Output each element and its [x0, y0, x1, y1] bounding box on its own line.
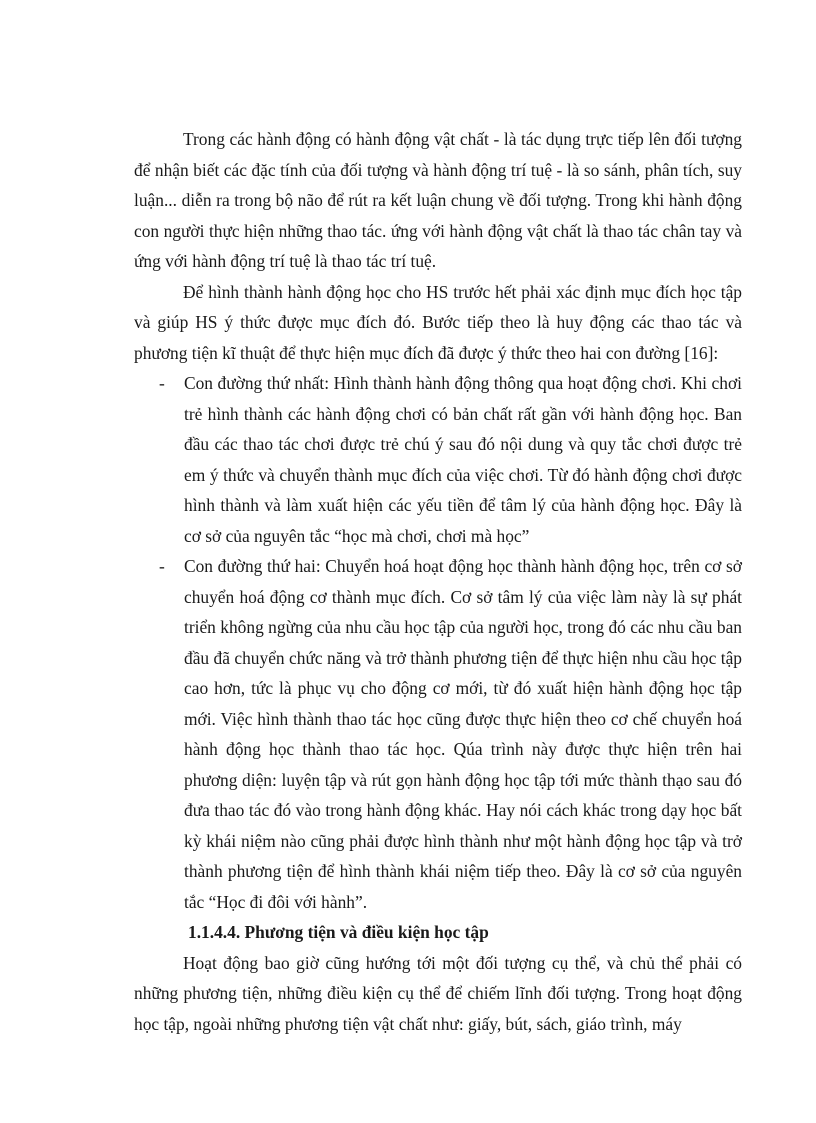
list-item-first-way — [134, 368, 742, 551]
paragraph-actions: Trong các hành động có hành động vật chất - là tác dụng trực tiếp lên đối tượng để nhận biết các đặc tính của đối tượng và hành động trí tuệ - là so sánh, phân tích, suy luận... diễn ra trong bộ não để rút ra kết luận chung về đối tượng. Trong khi hành động con người thực hiện những thao tác. ứng với hành động vật chất là thao tác chân tay và ứng với hành động trí tuệ là thao tác trí tuệ. — [134, 129, 742, 271]
section-heading: 1.1.4.4. Phương tiện và điều kiện học tập — [188, 922, 489, 942]
list-item-second-way — [134, 551, 742, 917]
document-page — [134, 124, 742, 1039]
list-item-text: Con đường thứ hai: Chuyển hoá hoạt động học thành hành động học, trên cơ sở chuyển hoá động cơ thành mục đích. Cơ sở tâm lý của việc làm này là sự phát triển không ngừng của nhu cầu học tập của người học, trong đó các nhu cầu ban đầu đã chuyển chức năng và trở thành phương tiện để thực hiện nhu cầu học tập cao hơn, tức là phục vụ cho động cơ mới, từ đó xuất hiện hành động học tập mới. Việc hình thành thao tác học cũng được thực hiện theo cơ chế chuyển hoá hành động học thành thao tác học. Qúa trình này được thực hiện trên hai phương diện: luyện tập và rút gọn hành động học tập tới mức thành thạo sau đó đưa thao tác đó vào trong hành động khác. Hay nói cách khác trong dạy học bất kỳ khái niệm nào cũng phải được hình thành như một hành động học tập và trở thành phương tiện để hình thành khái niệm tiếp theo. Đây là cơ sở của nguyên tắc “Học đi đôi với hành”. — [184, 556, 742, 912]
bullet-dash: - — [159, 556, 165, 576]
bullet-dash: - — [159, 373, 165, 393]
list-item-text: Con đường thứ nhất: Hình thành hành động thông qua hoạt động chơi. Khi chơi trẻ hình thành các hành động chơi có bản chất rất gần với hành động học. Ban đầu các thao tác chơi được trẻ chú ý sau đó nội dung và quy tắc chơi được trẻ em ý thức và chuyển thành mục đích của việc chơi. Từ đó hành động chơi được hình thành và làm xuất hiện các yếu tiền để tâm lý của hành động học. Đây là cơ sở của nguyên tắc “học mà chơi, chơi mà học” — [184, 373, 742, 546]
paragraph-means-conditions: Hoạt động bao giờ cũng hướng tới một đối tượng cụ thể, và chủ thể phải có những phương tiện, những điều kiện cụ thể để chiếm lĩnh đối tượng. Trong hoạt động học tập, ngoài những phương tiện vật chất như: giấy, bút, sách, giáo trình, máy — [134, 952, 742, 1034]
paragraph-forming-learning-action: Để hình thành hành động học cho HS trước hết phải xác định mục đích học tập và giúp HS ý thức được mục đích đó. Bước tiếp theo là huy động các thao tác và phương tiện kĩ thuật để thực hiện mục đích đã được ý thức theo hai con đường [16]: — [134, 281, 742, 363]
